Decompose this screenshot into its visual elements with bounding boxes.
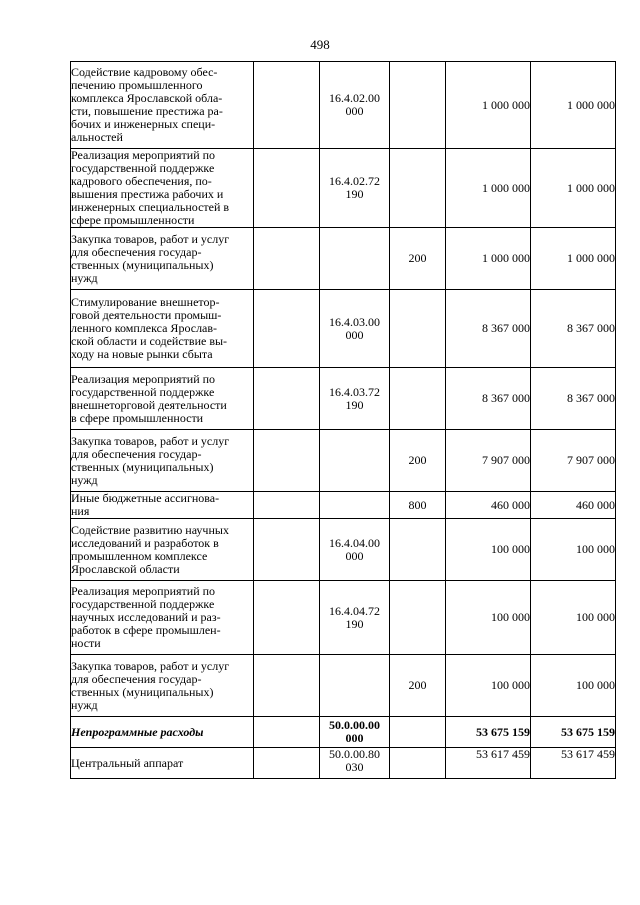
row-code-cell: 50.0.00.00 000 xyxy=(320,717,390,748)
table-row xyxy=(71,748,616,779)
row-expense-type-cell xyxy=(390,519,446,581)
row-expense-type-cell xyxy=(390,62,446,149)
row-expense-type-cell xyxy=(390,368,446,430)
row-amount-2-cell: 53 617 459 xyxy=(531,748,616,779)
table-row xyxy=(71,492,616,519)
row-empty-cell xyxy=(254,717,320,748)
row-amount-1-cell: 53 617 459 xyxy=(446,748,531,779)
row-empty-cell xyxy=(254,655,320,717)
row-empty-cell xyxy=(254,430,320,492)
row-amount-1-cell: 100 000 xyxy=(446,519,531,581)
row-name-cell: Реализация мероприятий по государственной поддержке кадрового обеспечения, по- вышения престижа рабочих и инженерных специальностей в сфере промышленности xyxy=(71,149,254,228)
row-code-cell: 16.4.02.72 190 xyxy=(320,149,390,228)
row-empty-cell xyxy=(254,62,320,149)
row-name-cell: Реализация мероприятий по государственной поддержке внешнеторговой деятельности в сфере промышленности xyxy=(71,368,254,430)
row-name-cell: Содействие развитию научных исследований и разработок в промышленном комплексе Ярославской области xyxy=(71,519,254,581)
row-amount-2-cell: 1 000 000 xyxy=(531,149,616,228)
row-amount-2-cell: 100 000 xyxy=(531,655,616,717)
row-empty-cell xyxy=(254,228,320,290)
row-amount-2-cell: 100 000 xyxy=(531,519,616,581)
row-amount-1-cell: 1 000 000 xyxy=(446,228,531,290)
table-row xyxy=(71,519,616,581)
row-expense-type-cell xyxy=(390,581,446,655)
page-number: 498 xyxy=(310,37,330,52)
row-expense-type-cell xyxy=(390,149,446,228)
row-empty-cell xyxy=(254,492,320,519)
row-amount-2-cell: 1 000 000 xyxy=(531,62,616,149)
row-code-cell: 50.0.00.80 030 xyxy=(320,748,390,779)
table-row xyxy=(71,149,616,228)
table-row xyxy=(71,368,616,430)
row-amount-2-cell: 53 675 159 xyxy=(531,717,616,748)
table-row xyxy=(71,430,616,492)
row-amount-1-cell: 8 367 000 xyxy=(446,290,531,368)
row-name-cell: Непрограммные расходы xyxy=(71,717,254,748)
row-amount-2-cell: 7 907 000 xyxy=(531,430,616,492)
table-row xyxy=(71,228,616,290)
row-amount-1-cell: 100 000 xyxy=(446,655,531,717)
row-expense-type-cell: 200 xyxy=(390,430,446,492)
row-empty-cell xyxy=(254,149,320,228)
row-empty-cell xyxy=(254,290,320,368)
row-code-cell: 16.4.04.00 000 xyxy=(320,519,390,581)
row-amount-2-cell: 8 367 000 xyxy=(531,290,616,368)
row-code-cell xyxy=(320,655,390,717)
row-expense-type-cell: 800 xyxy=(390,492,446,519)
table-row xyxy=(71,290,616,368)
row-empty-cell xyxy=(254,748,320,779)
row-amount-2-cell: 100 000 xyxy=(531,581,616,655)
row-amount-2-cell: 460 000 xyxy=(531,492,616,519)
row-amount-1-cell: 1 000 000 xyxy=(446,62,531,149)
row-empty-cell xyxy=(254,368,320,430)
row-code-cell xyxy=(320,492,390,519)
row-code-cell: 16.4.04.72 190 xyxy=(320,581,390,655)
row-expense-type-cell: 200 xyxy=(390,655,446,717)
row-name-cell: Содействие кадровому обес- печению промышленного комплекса Ярославской обла- сти, повышение престижа ра- бочих и инженерных специ- альностей xyxy=(71,62,254,149)
row-code-cell: 16.4.03.72 190 xyxy=(320,368,390,430)
row-expense-type-cell xyxy=(390,290,446,368)
row-amount-1-cell: 8 367 000 xyxy=(446,368,531,430)
row-code-cell: 16.4.02.00 000 xyxy=(320,62,390,149)
table-row xyxy=(71,62,616,149)
row-amount-1-cell: 1 000 000 xyxy=(446,149,531,228)
row-expense-type-cell xyxy=(390,717,446,748)
row-expense-type-cell: 200 xyxy=(390,228,446,290)
table-row xyxy=(71,717,616,748)
row-expense-type-cell xyxy=(390,748,446,779)
row-name-cell: Центральный аппарат xyxy=(71,748,254,779)
row-amount-1-cell: 100 000 xyxy=(446,581,531,655)
row-empty-cell xyxy=(254,581,320,655)
row-name-cell: Закупка товаров, работ и услуг для обеспечения государ- ственных (муниципальных) нужд xyxy=(71,655,254,717)
row-name-cell: Иные бюджетные ассигнова- ния xyxy=(71,492,254,519)
row-empty-cell xyxy=(254,519,320,581)
row-name-cell: Закупка товаров, работ и услуг для обеспечения государ- ственных (муниципальных) нужд xyxy=(71,228,254,290)
budget-table xyxy=(70,61,616,779)
table-body xyxy=(71,62,616,779)
row-name-cell: Закупка товаров, работ и услуг для обеспечения государ- ственных (муниципальных) нужд xyxy=(71,430,254,492)
table-row xyxy=(71,655,616,717)
row-code-cell: 16.4.03.00 000 xyxy=(320,290,390,368)
row-code-cell xyxy=(320,228,390,290)
row-amount-1-cell: 53 675 159 xyxy=(446,717,531,748)
row-amount-2-cell: 1 000 000 xyxy=(531,228,616,290)
row-amount-1-cell: 7 907 000 xyxy=(446,430,531,492)
row-name-cell: Стимулирование внешнетор- говой деятельности промыш- ленного комплекса Ярослав- ской области и содействие вы- ходу на новые рынки сбыта xyxy=(71,290,254,368)
row-amount-1-cell: 460 000 xyxy=(446,492,531,519)
table-row xyxy=(71,581,616,655)
row-code-cell xyxy=(320,430,390,492)
row-name-cell: Реализация мероприятий по государственной поддержке научных исследований и раз- работок в сфере промышлен- ности xyxy=(71,581,254,655)
row-amount-2-cell: 8 367 000 xyxy=(531,368,616,430)
